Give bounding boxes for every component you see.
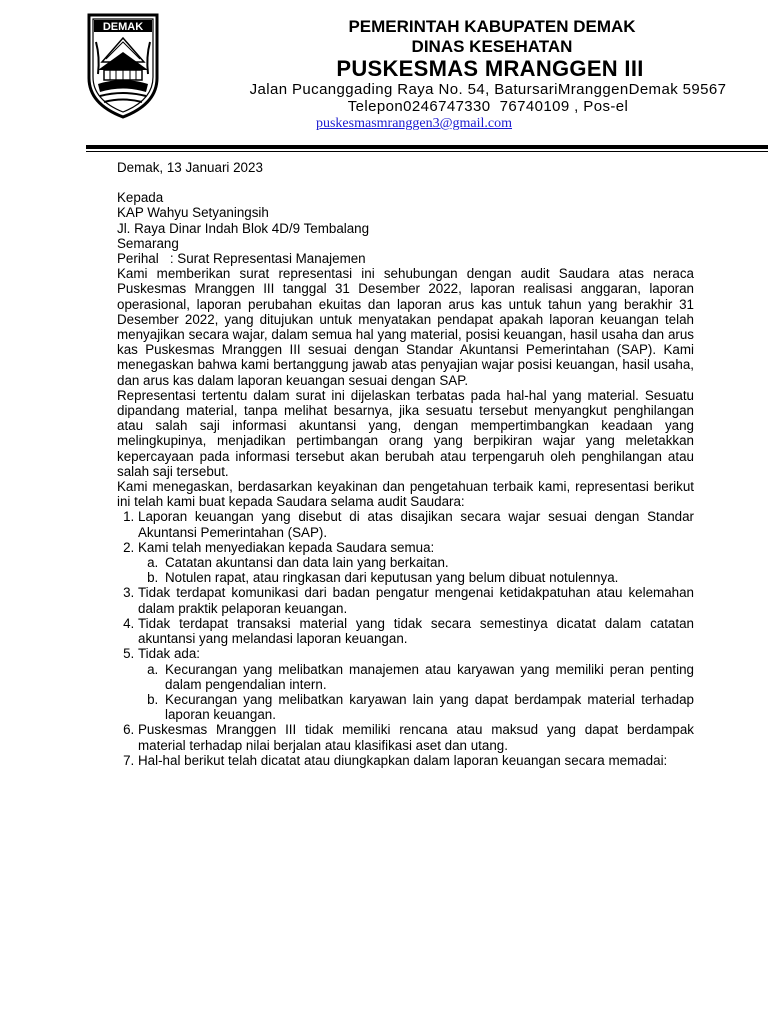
list-item [138, 722, 694, 752]
list-item [138, 646, 694, 722]
list-item-text: Tidak ada: [138, 646, 201, 662]
subject-line [117, 251, 694, 266]
list-item [138, 616, 694, 646]
list-item-text: Tidak terdapat transaksi material yang tidak secara semestinya dicatat dalam catatan akuntansi yang melandasi laporan keuangan. [138, 615, 694, 647]
sub-list [138, 662, 694, 723]
list-item [138, 509, 694, 539]
subject-value: : Surat Representasi Manajemen [169, 251, 366, 267]
representation-list [117, 509, 694, 767]
list-item-text: Laporan keuangan yang disebut di atas disajikan secara wajar sesuai dengan Standar Akuntansi Pemerintahan (SAP). [138, 509, 694, 540]
letterhead-department: DINAS KESEHATAN [411, 37, 573, 56]
paragraph-1: Kami memberikan surat representasi ini sehubungan dengan audit Saudara atas neraca Puskesmas Mranggen III tanggal 31 Desember 2022, laporan realisasi anggaran, laporan operasional, laporan perubahan ekuitas dan laporan arus kas untuk tahun yang berakhir 31 Desember 2022, yang ditujukan untuk menyatakan pendapat apakah laporan keuangan telah menyajikan secara wajar, dalam semua hal yang material, posisi keuangan, hasil usaha dan arus kas Puskesmas Mranggen III sesuai dengan Standar Akuntansi Pemerintahan (SAP). Kami menegaskan bahwa kami bertanggung jawab atas penyajian wajar posisi keuangan, hasil usaha, dan arus kas dalam laporan keuangan sesuai dengan SAP. [117, 266, 694, 388]
sub-list-item: b. Kecurangan yang melibatkan karyawan lain yang dapat berdampak material terhadap laporan keuangan. [162, 692, 694, 722]
letter-body [117, 160, 694, 768]
recipient-line: KAP Wahyu Setyaningsih [117, 205, 269, 221]
letter-date: Demak, 13 Januari 2023 [117, 160, 263, 175]
letterhead-divider-thin [86, 151, 768, 152]
letterhead-address: Jalan Pucanggading Raya No. 54, BatursariMranggenDemak 59567 [249, 81, 727, 98]
list-item-text: Kami telah menyediakan kepada Saudara semua: [138, 539, 435, 555]
list-item [138, 585, 694, 615]
sub-list-item: b. Notulen rapat, atau ringkasan dari keputusan yang belum dibuat notulennya. [162, 570, 694, 585]
list-item-text: Puskesmas Mranggen III tidak memiliki rencana atau maksud yang dapat berdampak material terhadap nilai berjalan atau klasifikasi aset dan utang. [138, 722, 694, 753]
subject-label: Perihal [117, 251, 159, 267]
list-item-text: Tidak terdapat komunikasi dari badan pengatur mengenai ketidakpatuhan atau kelemahan dalam praktik pelaporan keuangan. [138, 585, 694, 616]
paragraph-2: Representasi tertentu dalam surat ini dijelaskan terbatas pada hal-hal yang material. Sesuatu dipandang material, tanpa melihat besarnya, jika sesuatu tersebut menyangkut penghilangan atau salah saji informasi akuntansi yang, dengan mempertimbangkan keadaan yang melingkupinya, menjadikan pertimbangan orang yang berpikiran wajar yang meletakkan kepercayaan pada informasi tersebut akan berubah atau terpengaruh oleh penghilangan atau salah saji tersebut. [117, 387, 694, 479]
letterhead-phone: Telepon0246747330 76740109 , Pos-el [347, 98, 629, 115]
paragraph-3: Kami menegaskan, berdasarkan keyakinan dan pengetahuan terbaik kami, representasi berikut ini telah kami buat kepada Saudara selama audit Saudara: [117, 479, 694, 510]
letterhead-institution: PUSKESMAS MRANGGEN III [336, 56, 644, 81]
list-item-text: Hal-hal berikut telah dicatat atau diungkapkan dalam laporan keuangan secara memadai: [138, 752, 668, 768]
recipient-line: Jl. Raya Dinar Indah Blok 4D/9 Tembalang [117, 220, 370, 236]
recipient-line: Semarang [117, 235, 179, 251]
recipient-line: Kepada [117, 190, 164, 206]
sub-list-item: a. Catatan akuntansi dan data lain yang berkaitan. [162, 555, 694, 570]
sub-list [138, 555, 694, 585]
letterhead-email-link[interactable]: puskesmasmranggen3@gmail.com [315, 116, 513, 131]
sub-list-item: a. Kecurangan yang melibatkan manajemen atau karyawan yang memiliki peran penting dalam pengendalian intern. [162, 662, 694, 692]
recipient-block [117, 190, 694, 251]
letterhead-government: PEMERINTAH KABUPATEN DEMAK [348, 17, 636, 36]
logo-text: DEMAK [102, 21, 144, 33]
list-item [138, 753, 694, 768]
list-item [138, 540, 694, 586]
letterhead-divider-thick [86, 145, 768, 149]
